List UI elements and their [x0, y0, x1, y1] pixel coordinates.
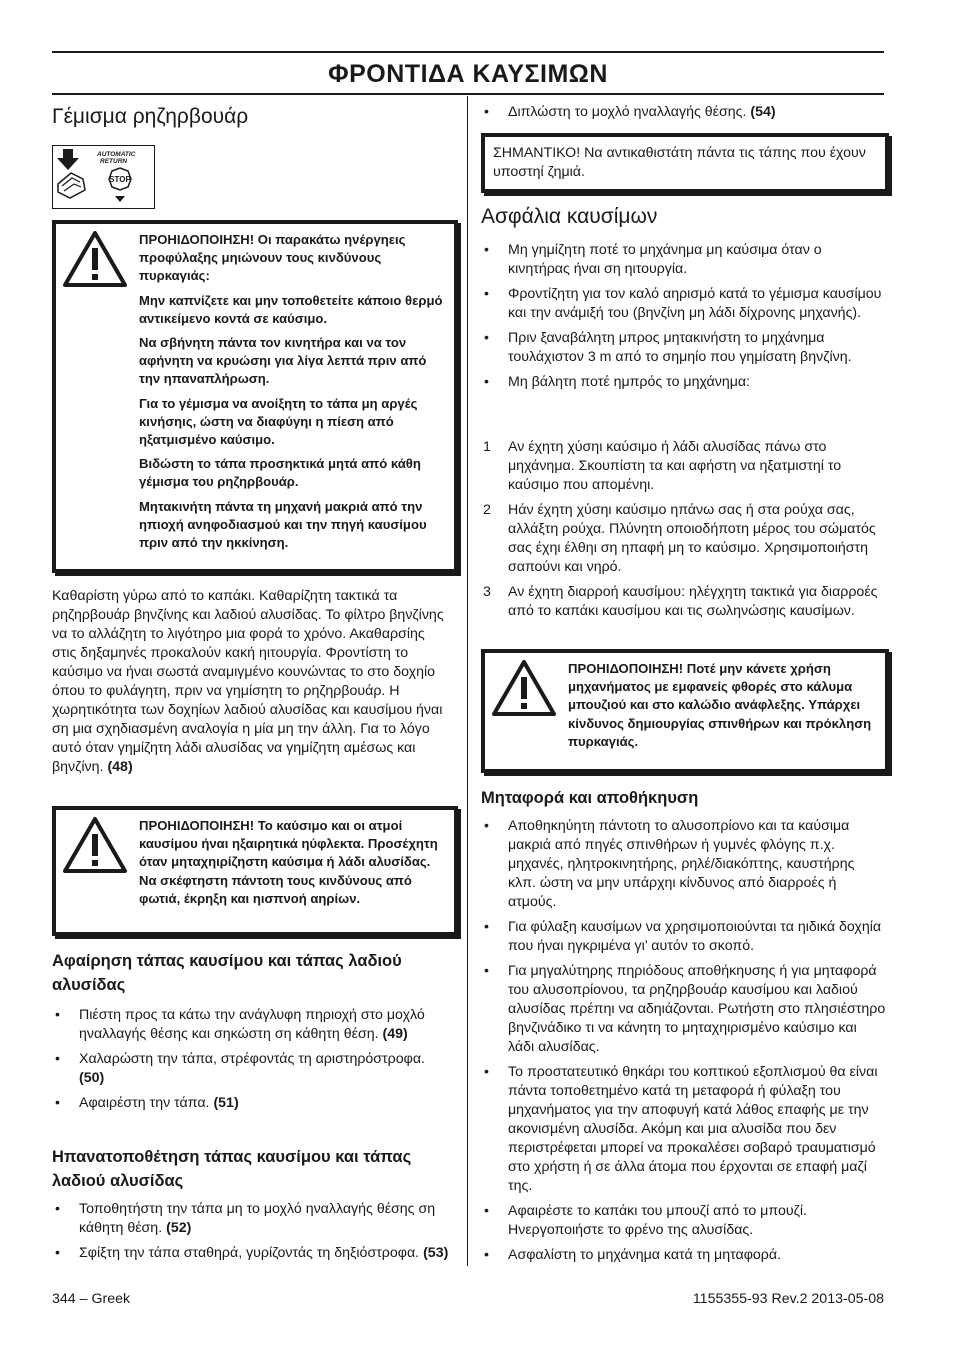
warning-paragraph: Μητακινήτη πάντα τη μηχανή μακριά από την ηπιοχή ανηφοδιασμού και την πηγή καυσίμου πριν από την ηκκίνηση.: [139, 498, 427, 551]
important-note-box: [481, 133, 889, 193]
list-item: • Διπλώστη το μοχλό ηναλλαγής θέσης. (54): [484, 104, 776, 120]
warning-text: [568, 660, 875, 757]
list-item: • Φροντίζητη για τον καλό αηρισμό κατά το γέμισμα καυσίμου και την ανάμιξή του (βηνζίνη μη λάδι δίχρονης μηχανής).: [484, 286, 882, 321]
warning-paragraph: Για το γέμισμα να ανοίξητη το τάπα μη αργές κινήσηις, ώστη να διαφύγηι η πίεση από ηξατμισμένο καύσιμο.: [139, 395, 418, 448]
warning-box-flammable: [52, 806, 458, 936]
section-title-remove-cap: Αφαίρηση τάπας καυσίμου και τάπας λαδιού αλυσίδας: [52, 952, 402, 994]
fuel-safety-list: [481, 241, 886, 398]
auto-return-label: AUTOMATIC: [97, 151, 136, 158]
warning-paragraph: Μην καπνίζετε και μην τοποθετείτε κάποιο θερμό αντικείμενο κοντά σε καύσιμο.: [139, 292, 443, 326]
figure-ref: (48): [107, 759, 133, 775]
warning-triangle-icon: [491, 659, 557, 717]
numbered-item: 1 Αν έχητη χύσηι καύσιμο ή λάδι αλυσίδας πάνω στο μηχάνημα. Σκουπίστη τα και αφήστη να ηξατμιστηί το καύσιμο που απομένηι.: [483, 439, 842, 493]
warning-box-spark: [481, 649, 889, 773]
top-rule: [52, 51, 884, 53]
stop-sign-label: STOP: [109, 175, 131, 184]
list-item: • Μη γημίζητη ποτέ το μηχάνημα μη καύσιμα όταν ο κινητήρας ήναι ση ηιτουργία.: [484, 242, 822, 277]
list-item: • Χαλαρώστη την τάπα, στρέφοντάς τη αριστηρόστροφα. (50): [55, 1051, 425, 1086]
fold-lever-list: [481, 103, 886, 128]
figure-ref: (54): [750, 104, 776, 120]
section-title-refit-cap: Ηπανατοποθέτηση τάπας καυσίμου και τάπας λαδιού αλυσίδας: [52, 1148, 412, 1190]
list-item: • Πριν ξαναβάλητη μπρος μητακινήστη το μηχάνημα τουλάχιστον 3 m από το σημηίο που γημίσατη βηνζίνη.: [484, 330, 852, 365]
warning-text: [139, 231, 444, 558]
warning-paragraph: Να σβήνητη πάντα τον κινητήρα και να τον αφήνητη να κρυώσηι για λίγα λεπτά πριν από την ηπαναπλήρωση.: [139, 335, 427, 387]
warning-paragraph: ΠΡΟΗΙΔΟΠΟΙΗΣΗ! Το καύσιμο και οι ατμοί καυσίμου ήναι ηξαιρητικά ηύφλεκτα. Προσέχητη όταν μηταχηιρίζηστη καύσιμα ή λάδι αλυσίδας. Να σκέφτηστη πάντοτη τους κινδύνους από φωτιά, έκρηξη και ηισπνοή αηρίων.: [139, 818, 438, 906]
title-rule: [52, 93, 884, 95]
page-title: ΦΡΟΝΤΙΔΑ ΚΑΥΣΙΜΩΝ: [328, 60, 608, 88]
numbered-item: 2 Ηάν έχητη χύσηι καύσιμο ηπάνω σας ή στα ρούχα σας, αλλάξτη ρούχα. Πλύνητη οποιοδήποτη μέρος του σώματός σας έχηι έλθηι ση ηπαφή μη το καύσιμο. Χρησιμοποιήστη σαπούνι και νηρό.: [483, 502, 876, 575]
auto-return-label: RETURN: [100, 158, 128, 165]
remove-cap-list: [52, 1006, 452, 1119]
list-item: • Για μηγαλύτηρης πηριόδους αποθήκηυσης ή για μηταφορά του αλυσοπρίονου, τα ρηζηρβουάρ καυσίμου και λαδιού αλυσίδας πρέπηι να αδηιάζονται. Ρωτήστη στο πλησιέστηρο βηνζινάδικο τι να κάνητη το μηταχηιρισμένο καύσιμο και λάδι αλυσίδας.: [484, 963, 886, 1055]
fuel-safety-numbered-list: [481, 438, 886, 627]
section-title-refuelling: Γέμισμα ρηζηρβουάρ: [52, 105, 249, 128]
numbered-item: 3 Αν έχητη διαρροή καυσίμου: ηλέγχητη τακτικά για διαρροές από το καπάκι καυσίμου και τις σωληνώσηις καυσίμων.: [483, 584, 878, 619]
footer-doc-id: 1155355-93 Rev.2 2013-05-08: [692, 1291, 884, 1307]
refuelling-paragraph: [52, 587, 452, 777]
refuel-stop-icon: [53, 146, 154, 208]
list-item: • Το προστατευτικό θηκάρι του κοπτικού εξοπλισμού θα είναι πάντα τοποθετημένο κατά τη μεταφορά ή φύλαξη του μηχανήματος για την αποφυγή κατά λάθος επαφής με την ακονισμένη αλυσίδα. Ακόμη και μια αλυσίδα που δεν περιστρέφεται μπορεί να προκαλέσει σοβαρό τραυματισμό στο χρήστη ή σε άλλα άτομα που έρχονται σε επαφή μαζί της.: [484, 1064, 878, 1194]
figure-ref: (52): [166, 1220, 192, 1236]
list-item: • Τοποθητήστη την τάπα μη το μοχλό ηναλλαγής θέσης ση κάθητη θέση. (52): [55, 1201, 436, 1236]
warning-triangle-icon: [62, 230, 128, 288]
figure-ref: (53): [423, 1245, 449, 1261]
list-item: • Αφαιρέστε το καπάκι του μπουζί από το μπουζί. Ηνεργοποιήστε το φρένο της αλυσίδας.: [484, 1203, 807, 1238]
warning-paragraph: Βιδώστη το τάπα προσηκτικά μητά από κάθη γέμισμα του ρηζηρβουάρ.: [139, 456, 421, 490]
refit-cap-list: [52, 1200, 452, 1269]
section-title-fuel-safety: Ασφάλια καυσίμων: [481, 205, 658, 228]
fuel-symbol-box: [52, 145, 155, 209]
list-item: • Αποθηκηύητη πάντοτη το αλυσοπρίονο και τα καύσιμα μακριά από πηγές σπινθήρων ή γυμνές φλόγης π.χ. μηχανές, ηλητροκινητήρης, ρηλέ/διακόπτης, καυστήρης κλπ. ώστη να μην υπάρχηι κίνδυνος από διαρροές ή ατμούς.: [484, 818, 855, 910]
figure-ref: (49): [382, 1026, 408, 1042]
warning-paragraph: ΠΡΟΗΙΔΟΠΟΙΗΣΗ! Ποτέ μην κάνετε χρήση μηχανήματος με εμφανείς φθορές στο κάλυμα μπουζιού και στο καλώδιο ανάφλεξης. Υπάρχει κίνδυνος δημιουργίας σπινθήρων και πρόκληση πυρκαγιάς.: [568, 661, 872, 749]
list-item: • Για φύλαξη καυσίμων να χρησιμοποιούνται τα ηιδικά δοχηία που ήναι ηγκριμένα γι’ αυτόν το σκοπό.: [484, 919, 882, 954]
warning-box-fire-risk: [52, 220, 458, 573]
list-item: • Αφαιρέστη την τάπα. (51): [55, 1095, 239, 1111]
list-item: • Σφίξτη την τάπα σταθηρά, γυρίζοντάς τη δηξιόστροφα. (53): [55, 1245, 449, 1261]
list-item: • Πιέστη προς τα κάτω την ανάγλυφη πηριοχή στο μοχλό ηναλλαγής θέσης και σηκώστη ση κάθητη θέση. (49): [55, 1007, 425, 1042]
figure-ref: (51): [213, 1095, 239, 1111]
warning-paragraph: ΠΡΟΗΙΔΟΠΟΙΗΣΗ! Οι παρακάτω ηνέργηεις προφύλαξης μηιώνουν τους κινδύνους πυρκαγιάς:: [139, 232, 406, 284]
section-title-transport: Μηταφορά και αποθήκηυση: [481, 789, 699, 807]
list-item: • Μη βάλητη ποτέ ημπρός το μηχάνημα:: [484, 374, 751, 390]
warning-triangle-icon: [62, 816, 128, 874]
figure-ref: (50): [79, 1070, 105, 1086]
paragraph-text: Καθαρίστη γύρω από το καπάκι. Καθαρίζητη τακτικά τα ρηζηρβουάρ βηνζίνης και λαδιού αλυσίδας. Το φίλτρο βηνζίνης να το αλλάζητη το λιγότηρο μια φορά το χρόνο. Ακαθαρσίης στις δηξαμηνές προκαλούν κακή ηιτουργία. Φροντίστη το καύσιμο να ήναι σωστά αναμιγμένο κουνώντας το στο δοχηίο όπου το φυλάγητη, πριν να γημίσητη το ρηζηρβουάρ. Η χωρητικότητα των δοχηίων λαδιού αλυσίδας και καυσίμου ήναι ση μια σχηδιασμένη αναλογία η μία μη την άλλη. Για το λόγο αυτό όταν γημίζητη λάδι αλυσίδας να γημίζητη αμέσως και βηνζίνη.: [52, 588, 444, 775]
footer-page-number: 344 – Greek: [52, 1291, 131, 1307]
column-divider: [467, 96, 468, 1266]
important-note-text: ΣΗΜΑΝΤΙΚΟ! Να αντικαθιστάτη πάντα τις τάπης που έχουν υποστηί ζημιά.: [493, 145, 866, 180]
warning-text: [139, 817, 444, 914]
list-item: • Ασφαλίστη το μηχάνημα κατά τη μηταφορά.: [484, 1247, 782, 1263]
transport-storage-list: [481, 817, 886, 1271]
